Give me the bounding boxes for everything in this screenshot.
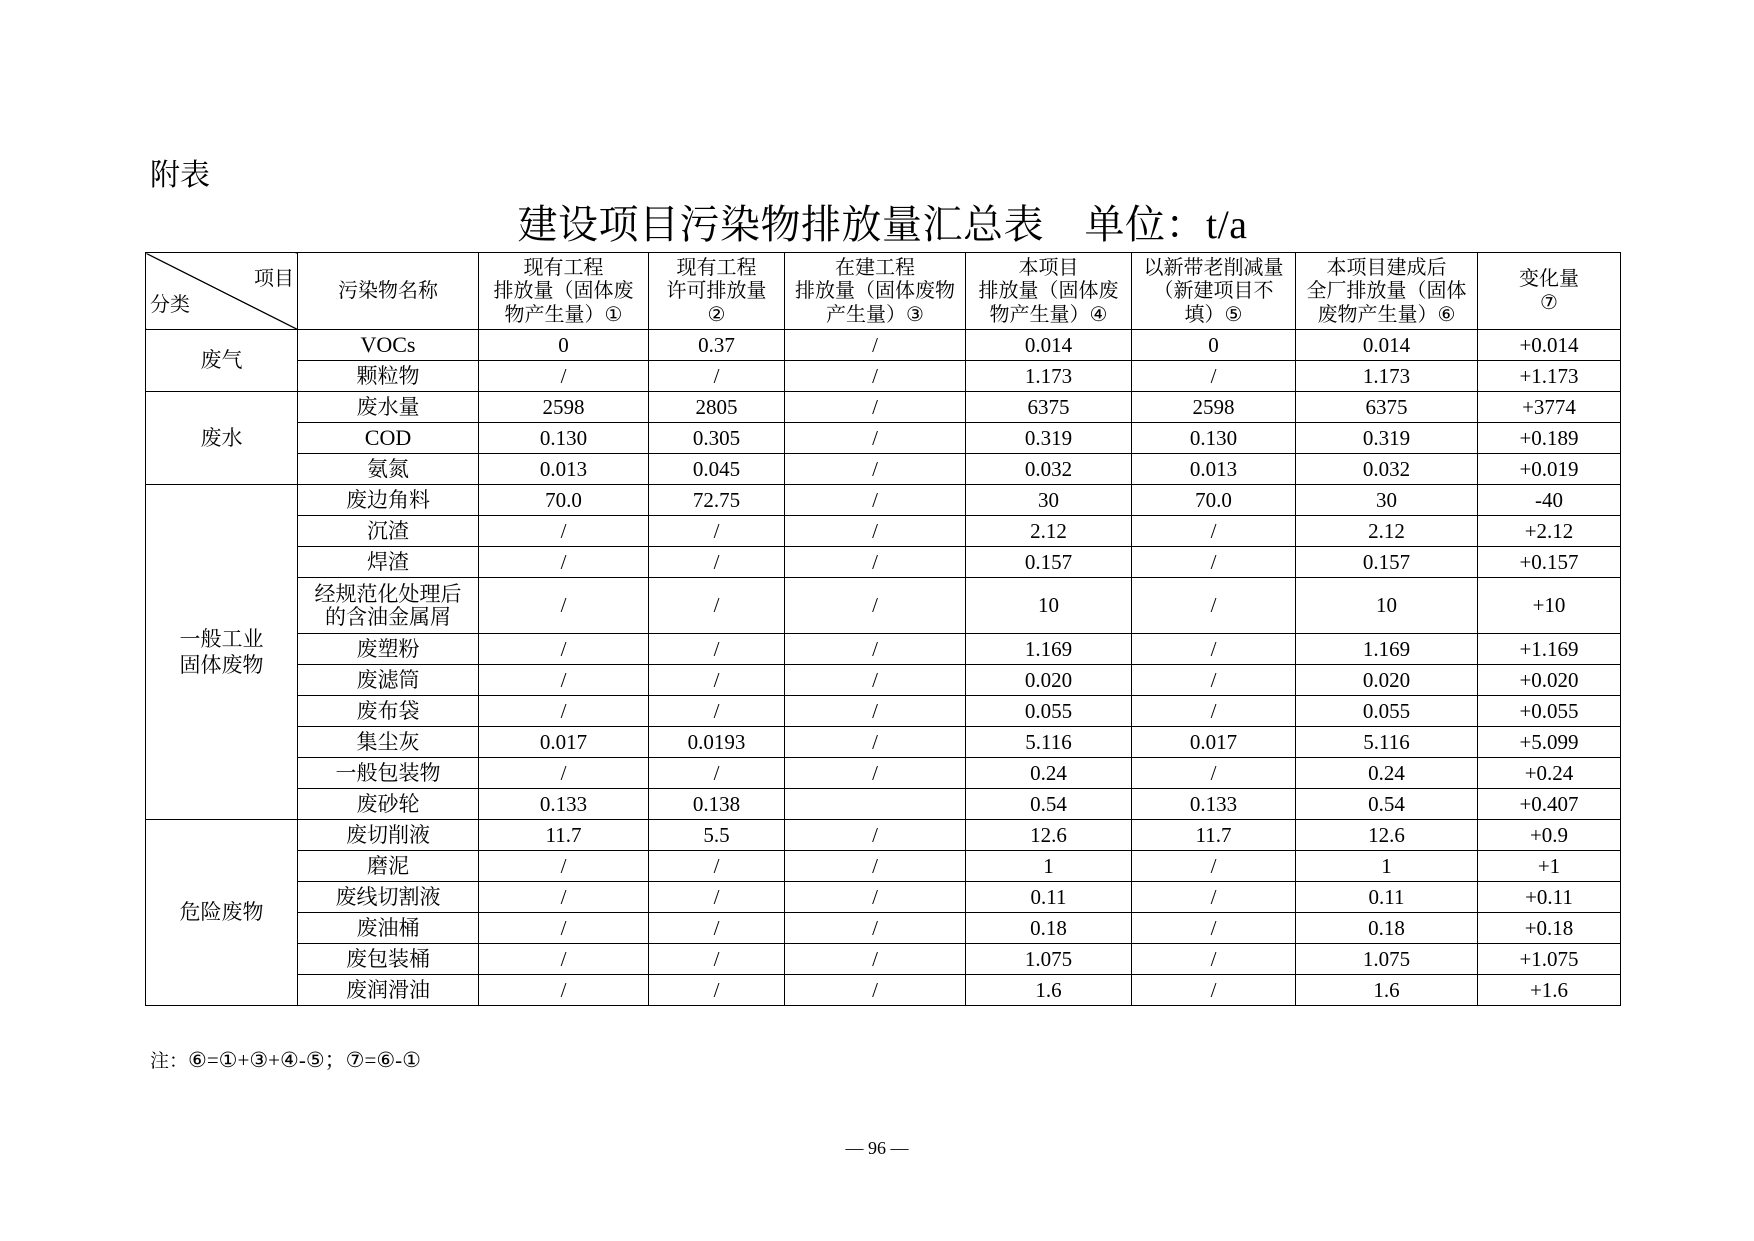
value-cell: /: [649, 758, 785, 789]
value-cell: /: [479, 516, 649, 547]
table-row: [146, 361, 1621, 392]
pollutant-name-cell: 废布袋: [298, 696, 479, 727]
value-cell: 0.11: [1296, 882, 1478, 913]
value-cell: /: [1132, 758, 1296, 789]
value-cell: 0.017: [479, 727, 649, 758]
table-title: [145, 193, 1620, 250]
column-header: 以新带老削减量 （新建项目不 填）⑤: [1132, 253, 1296, 330]
footnote-label: 注：: [150, 1050, 189, 1072]
pollutant-name-cell: COD: [298, 423, 479, 454]
value-cell: 30: [1296, 485, 1478, 516]
appendix-label: 附表: [150, 158, 210, 193]
table-row: [146, 913, 1621, 944]
value-cell: 0.013: [479, 454, 649, 485]
value-cell: +0.189: [1478, 423, 1621, 454]
category-cell: 一般工业 固体废物: [146, 485, 298, 820]
value-cell: 0.138: [649, 789, 785, 820]
value-cell: +0.157: [1478, 547, 1621, 578]
table-row: [146, 634, 1621, 665]
header-row: [146, 253, 1621, 330]
table-row: [146, 789, 1621, 820]
table-row: [146, 975, 1621, 1006]
value-cell: /: [1132, 913, 1296, 944]
value-cell: 0.157: [1296, 547, 1478, 578]
page-number: — 96 —: [845, 1138, 909, 1158]
table-row: [146, 944, 1621, 975]
value-cell: 0.157: [966, 547, 1132, 578]
value-cell: 1.169: [1296, 634, 1478, 665]
value-cell: 5.116: [966, 727, 1132, 758]
value-cell: 30: [966, 485, 1132, 516]
value-cell: /: [649, 882, 785, 913]
pollutant-name-cell: 一般包装物: [298, 758, 479, 789]
value-cell: /: [785, 454, 966, 485]
value-cell: /: [785, 975, 966, 1006]
value-cell: /: [479, 913, 649, 944]
pollutant-name-cell: 废塑粉: [298, 634, 479, 665]
category-cell: 废水: [146, 392, 298, 485]
value-cell: 1.173: [1296, 361, 1478, 392]
value-cell: 0.0193: [649, 727, 785, 758]
pollutant-name-cell: VOCs: [298, 330, 479, 361]
value-cell: /: [479, 944, 649, 975]
value-cell: 0.130: [1132, 423, 1296, 454]
value-cell: +0.019: [1478, 454, 1621, 485]
value-cell: +10: [1478, 578, 1621, 634]
value-cell: /: [649, 975, 785, 1006]
value-cell: 0.319: [1296, 423, 1478, 454]
value-cell: 0.11: [966, 882, 1132, 913]
value-cell: 0.032: [966, 454, 1132, 485]
value-cell: +0.055: [1478, 696, 1621, 727]
value-cell: 11.7: [479, 820, 649, 851]
value-cell: 12.6: [1296, 820, 1478, 851]
value-cell: /: [479, 665, 649, 696]
pollutant-name-cell: 沉渣: [298, 516, 479, 547]
value-cell: /: [785, 485, 966, 516]
value-cell: 1.173: [966, 361, 1132, 392]
value-cell: /: [785, 944, 966, 975]
pollutant-name-cell: 废水量: [298, 392, 479, 423]
pollutant-name-cell: 废切削液: [298, 820, 479, 851]
category-cell: 危险废物: [146, 820, 298, 1006]
column-header: 在建工程 排放量（固体废物 产生量）③: [785, 253, 966, 330]
value-cell: /: [649, 913, 785, 944]
value-cell: /: [785, 851, 966, 882]
value-cell: 1: [1296, 851, 1478, 882]
value-cell: /: [785, 361, 966, 392]
table-row: [146, 516, 1621, 547]
value-cell: /: [785, 423, 966, 454]
value-cell: 10: [1296, 578, 1478, 634]
value-cell: /: [785, 758, 966, 789]
table-row: [146, 547, 1621, 578]
footnote: [150, 1044, 421, 1074]
column-header: 本项目建成后 全厂排放量（固体 废物产生量）⑥: [1296, 253, 1478, 330]
value-cell: /: [1132, 665, 1296, 696]
table-row: [146, 392, 1621, 423]
value-cell: /: [1132, 361, 1296, 392]
column-header: 污染物名称: [298, 253, 479, 330]
value-cell: /: [785, 392, 966, 423]
value-cell: 5.5: [649, 820, 785, 851]
table-row: [146, 423, 1621, 454]
pollutant-name-cell: 废包装桶: [298, 944, 479, 975]
column-header: 变化量 ⑦: [1478, 253, 1621, 330]
value-cell: 70.0: [1132, 485, 1296, 516]
value-cell: 2.12: [966, 516, 1132, 547]
value-cell: 1.6: [1296, 975, 1478, 1006]
value-cell: /: [1132, 882, 1296, 913]
value-cell: +0.9: [1478, 820, 1621, 851]
value-cell: /: [785, 330, 966, 361]
value-cell: /: [785, 634, 966, 665]
pollutant-name-cell: 颗粒物: [298, 361, 479, 392]
value-cell: /: [649, 665, 785, 696]
value-cell: +0.18: [1478, 913, 1621, 944]
value-cell: [785, 789, 966, 820]
column-header: 本项目 排放量（固体废 物产生量）④: [966, 253, 1132, 330]
value-cell: 0.014: [966, 330, 1132, 361]
category-cell: 废气: [146, 330, 298, 392]
value-cell: 0.37: [649, 330, 785, 361]
value-cell: +1.6: [1478, 975, 1621, 1006]
value-cell: /: [479, 547, 649, 578]
value-cell: /: [649, 851, 785, 882]
value-cell: /: [785, 820, 966, 851]
value-cell: /: [1132, 975, 1296, 1006]
value-cell: +0.24: [1478, 758, 1621, 789]
value-cell: -40: [1478, 485, 1621, 516]
corner-header-category: 分类: [150, 292, 190, 317]
value-cell: /: [479, 696, 649, 727]
value-cell: 11.7: [1132, 820, 1296, 851]
value-cell: 0.133: [1132, 789, 1296, 820]
value-cell: /: [479, 361, 649, 392]
value-cell: +1.169: [1478, 634, 1621, 665]
value-cell: +5.099: [1478, 727, 1621, 758]
table-row: [146, 758, 1621, 789]
value-cell: /: [649, 516, 785, 547]
value-cell: /: [1132, 851, 1296, 882]
value-cell: 0.020: [1296, 665, 1478, 696]
value-cell: 0.18: [966, 913, 1132, 944]
value-cell: 0.305: [649, 423, 785, 454]
value-cell: 0.24: [1296, 758, 1478, 789]
pollutant-name-cell: 集尘灰: [298, 727, 479, 758]
value-cell: /: [1132, 578, 1296, 634]
table-row: [146, 665, 1621, 696]
table-row: [146, 696, 1621, 727]
table-row: [146, 578, 1621, 634]
pollutant-name-cell: 磨泥: [298, 851, 479, 882]
value-cell: +1.173: [1478, 361, 1621, 392]
value-cell: 0.013: [1132, 454, 1296, 485]
value-cell: 0.24: [966, 758, 1132, 789]
value-cell: /: [1132, 634, 1296, 665]
unit-label: 单位：: [1084, 202, 1206, 248]
value-cell: /: [479, 975, 649, 1006]
value-cell: 10: [966, 578, 1132, 634]
table-row: [146, 727, 1621, 758]
corner-header-cell: [146, 253, 298, 330]
column-header: 现有工程 许可排放量 ②: [649, 253, 785, 330]
table-row: [146, 330, 1621, 361]
pollutant-name-cell: 经规范化处理后 的含油金属屑: [298, 578, 479, 634]
value-cell: /: [649, 547, 785, 578]
value-cell: 0.130: [479, 423, 649, 454]
value-cell: 0.319: [966, 423, 1132, 454]
pollutant-name-cell: 废油桶: [298, 913, 479, 944]
value-cell: 72.75: [649, 485, 785, 516]
value-cell: /: [479, 882, 649, 913]
value-cell: /: [479, 634, 649, 665]
value-cell: 0.055: [966, 696, 1132, 727]
value-cell: /: [785, 882, 966, 913]
value-cell: 5.116: [1296, 727, 1478, 758]
value-cell: /: [649, 944, 785, 975]
pollutant-name-cell: 焊渣: [298, 547, 479, 578]
value-cell: /: [785, 696, 966, 727]
table-body: [146, 330, 1621, 1006]
value-cell: 0.54: [966, 789, 1132, 820]
value-cell: 12.6: [966, 820, 1132, 851]
value-cell: 2598: [1132, 392, 1296, 423]
value-cell: /: [649, 696, 785, 727]
value-cell: 6375: [1296, 392, 1478, 423]
value-cell: /: [479, 758, 649, 789]
pollutant-name-cell: 氨氮: [298, 454, 479, 485]
value-cell: 0: [479, 330, 649, 361]
value-cell: 0.020: [966, 665, 1132, 696]
value-cell: 0.045: [649, 454, 785, 485]
value-cell: 1.169: [966, 634, 1132, 665]
value-cell: /: [785, 547, 966, 578]
value-cell: /: [1132, 696, 1296, 727]
value-cell: /: [1132, 516, 1296, 547]
value-cell: 6375: [966, 392, 1132, 423]
value-cell: 0.014: [1296, 330, 1478, 361]
value-cell: 0.18: [1296, 913, 1478, 944]
value-cell: 1: [966, 851, 1132, 882]
value-cell: 1.6: [966, 975, 1132, 1006]
value-cell: /: [785, 516, 966, 547]
value-cell: 0.032: [1296, 454, 1478, 485]
value-cell: 0.133: [479, 789, 649, 820]
value-cell: /: [1132, 944, 1296, 975]
value-cell: 0.055: [1296, 696, 1478, 727]
value-cell: 70.0: [479, 485, 649, 516]
pollutant-name-cell: 废滤筒: [298, 665, 479, 696]
value-cell: /: [785, 727, 966, 758]
value-cell: 1.075: [966, 944, 1132, 975]
value-cell: 2598: [479, 392, 649, 423]
table-row: [146, 454, 1621, 485]
value-cell: /: [785, 578, 966, 634]
corner-header-item: 项目: [254, 266, 294, 290]
value-cell: +0.020: [1478, 665, 1621, 696]
column-header: 现有工程 排放量（固体废 物产生量）①: [479, 253, 649, 330]
footnote-formula: ⑥=①+③+④-⑤；⑦=⑥-①: [188, 1048, 421, 1072]
value-cell: /: [785, 913, 966, 944]
pollutant-name-cell: 废砂轮: [298, 789, 479, 820]
value-cell: +1: [1478, 851, 1621, 882]
value-cell: +0.11: [1478, 882, 1621, 913]
value-cell: 0.017: [1132, 727, 1296, 758]
value-cell: /: [479, 851, 649, 882]
pollutant-name-cell: 废润滑油: [298, 975, 479, 1006]
value-cell: 0.54: [1296, 789, 1478, 820]
value-cell: +2.12: [1478, 516, 1621, 547]
table-row: [146, 851, 1621, 882]
table-title-main: 建设项目污染物排放量汇总表: [517, 202, 1045, 248]
table-row: [146, 485, 1621, 516]
table-row: [146, 820, 1621, 851]
value-cell: /: [1132, 547, 1296, 578]
value-cell: +3774: [1478, 392, 1621, 423]
value-cell: 1.075: [1296, 944, 1478, 975]
value-cell: /: [479, 578, 649, 634]
pollutant-name-cell: 废线切割液: [298, 882, 479, 913]
value-cell: /: [649, 361, 785, 392]
value-cell: +0.407: [1478, 789, 1621, 820]
table-row: [146, 882, 1621, 913]
pollutant-summary-table: [145, 252, 1621, 1006]
value-cell: /: [649, 578, 785, 634]
value-cell: /: [785, 665, 966, 696]
value-cell: /: [649, 634, 785, 665]
pollutant-name-cell: 废边角料: [298, 485, 479, 516]
value-cell: 0: [1132, 330, 1296, 361]
value-cell: +0.014: [1478, 330, 1621, 361]
value-cell: 2.12: [1296, 516, 1478, 547]
value-cell: 2805: [649, 392, 785, 423]
unit-value: t/a: [1205, 202, 1248, 247]
value-cell: +1.075: [1478, 944, 1621, 975]
